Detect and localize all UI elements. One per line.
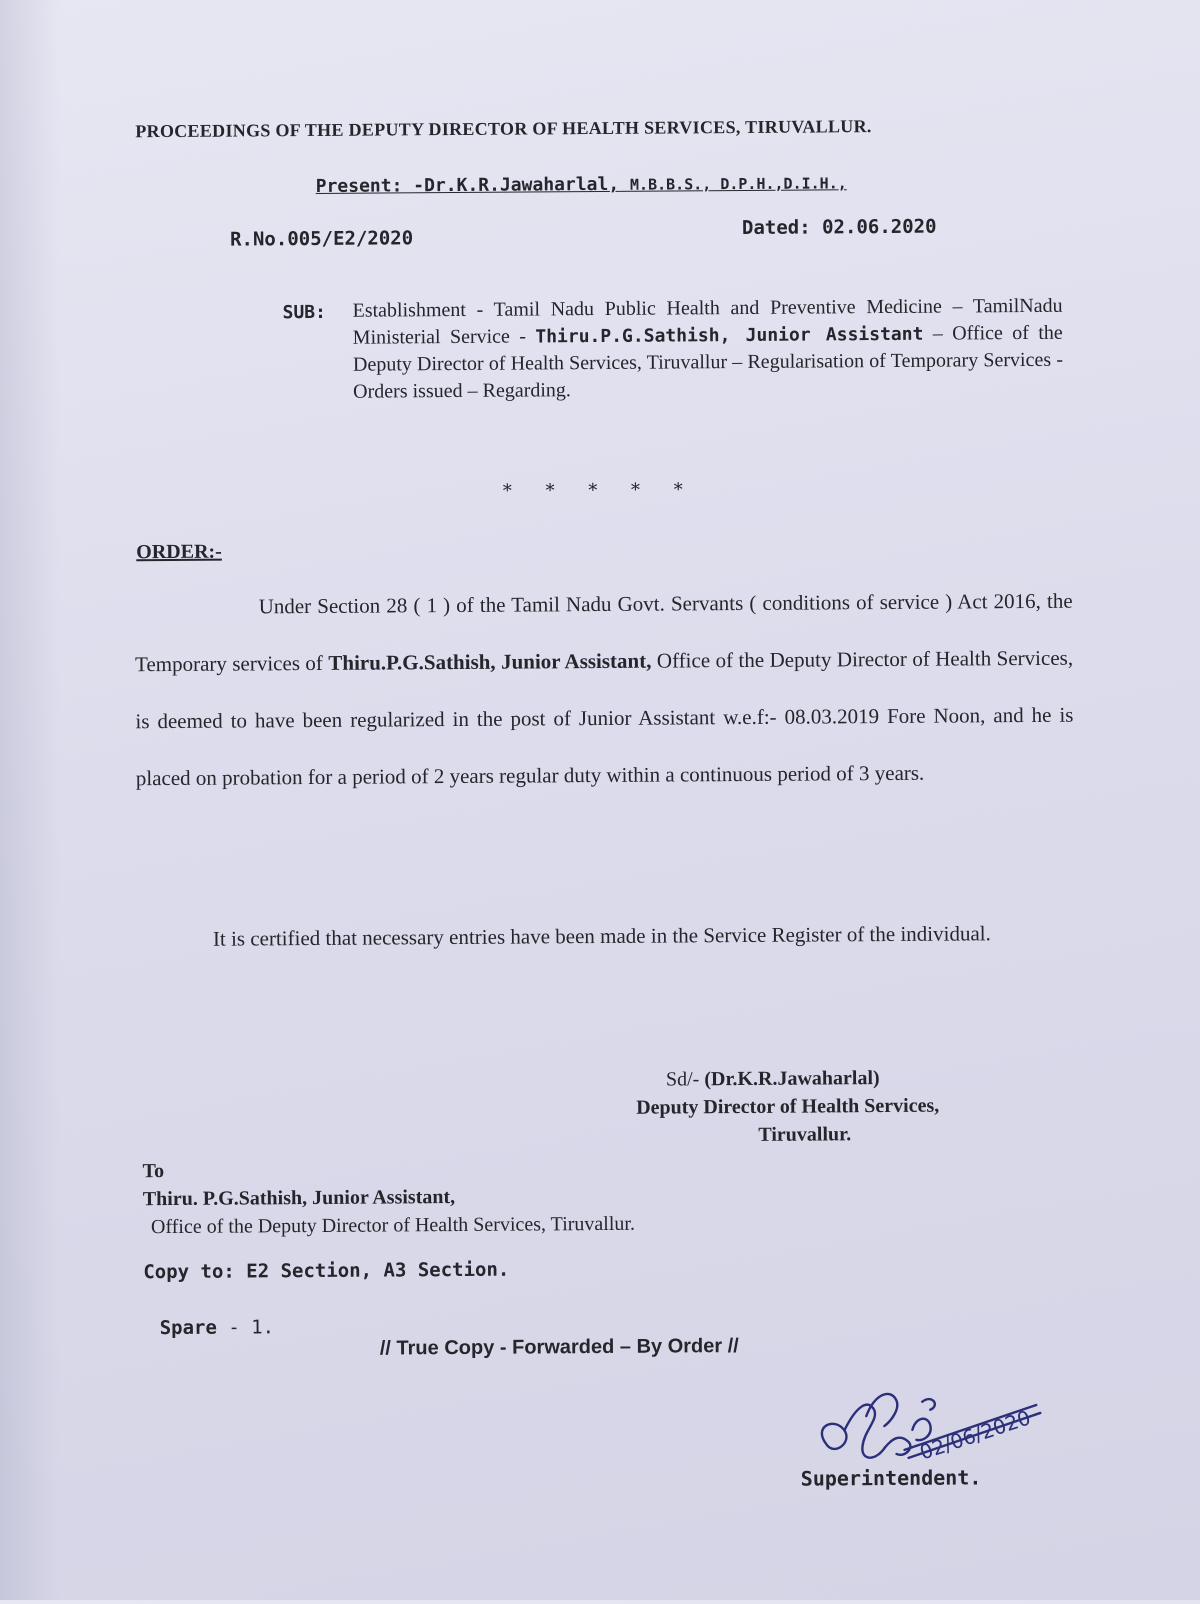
spare-line [160,1316,275,1339]
order-para2-text: It is certified that necessary entries have been made in the Service Register of the individual. [212,921,991,951]
subject-employee-name: Thiru.P.G.Sathish, Junior Assistant [535,323,924,348]
signatory-name: (Dr.K.R.Jawaharlal) [704,1067,880,1091]
recipient-office: Office of the Deputy Director of Health Services, Tiruvallur. [150,1212,636,1239]
signatory-sd: Sd/- [665,1068,705,1091]
order-paragraph-2 [137,905,1075,969]
subject-text [352,293,1063,406]
signatory-designation: Deputy Director of Health Services, [636,1094,940,1119]
present-name: Present: -Dr.K.R.Jawaharlal, [315,173,620,197]
reference-number: R.No.005/E2/2020 [230,227,414,251]
order-label: ORDER:- [136,540,222,564]
true-copy-line: // True Copy - Forwarded – By Order // [379,1335,739,1360]
dated-line: Dated: 02.06.2020 [741,215,937,239]
copy-to-line: Copy to: E2 Section, A3 Section. [143,1258,510,1284]
separator-stars: * * * * * [502,479,697,502]
subject-text-part2: – Office of the Deputy Director of Health Services, Tiruvallur – Regularisation of Temporary Services - Orders issued – Regarding. [352,321,1064,403]
spare-label: Spare [159,1316,217,1340]
recipient-name: Thiru. P.G.Sathish, Junior Assistant, [142,1186,456,1211]
signatory-block [636,1063,1077,1150]
recipient-to: To [142,1160,165,1183]
signatory-place: Tiruvallur. [758,1123,852,1146]
order-para1-employee: Thiru.P.G.Sathish, Junior Assistant, [328,648,652,675]
present-degrees: M.B.B.S., D.P.H.,D.I.H., [629,174,847,194]
document-heading: PROCEEDINGS OF THE DEPUTY DIRECTOR OF HEALTH SERVICES, TIRUVALLUR. [135,116,872,142]
signature-date: 02/06/2020 [916,1405,1034,1465]
spare-value: - 1. [216,1316,275,1339]
recipient-block [142,1154,635,1241]
order-para1-text-b: Office of the Deputy Director of Health Services, is deemed to have been regularized in the post of Junior Assistant w.e.f:- 08.03.2019 Fore Noon, and he is placed on probation for a period of 2 years regular duty within a continuous period of 3 years. [135,645,1074,791]
subject-label: SUB: [282,301,327,324]
superintendent-title: Superintendent. [800,1465,982,1491]
present-line [316,172,847,197]
order-paragraph-1 [134,573,1074,808]
order-para1-text-a: Under Section 28 ( 1 ) of the Tamil Nadu Govt. Servants ( conditions of service ) Act 2016, the Temporary services of [134,588,1073,677]
subject-text-part1: Establishment - Tamil Nadu Public Health and Preventive Medicine – TamilNadu Ministerial Service - [352,294,1063,349]
